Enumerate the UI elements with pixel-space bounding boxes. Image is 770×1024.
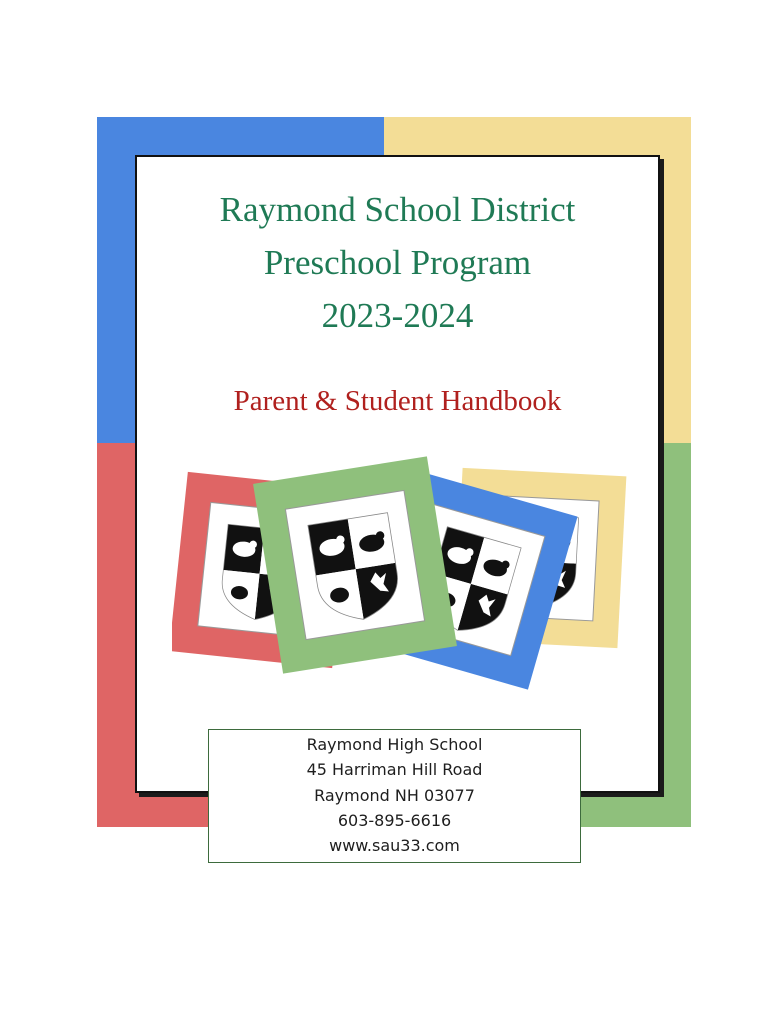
contact-street: 45 Harriman Hill Road [306,760,483,779]
title-program: Preschool Program [263,243,532,282]
school-crest-icon [172,452,632,702]
contact-box [208,729,581,863]
contact-city: Raymond NH 03077 [314,786,475,805]
contact-school: Raymond High School [306,735,483,754]
handbook-subtitle: Parent & Student Handbook [233,385,562,417]
title-year: 2023-2024 [321,296,474,335]
title-district: Raymond School District [219,190,576,229]
contact-phone: 603-895-6616 [337,811,452,830]
contact-website: www.sau33.com [329,836,460,855]
